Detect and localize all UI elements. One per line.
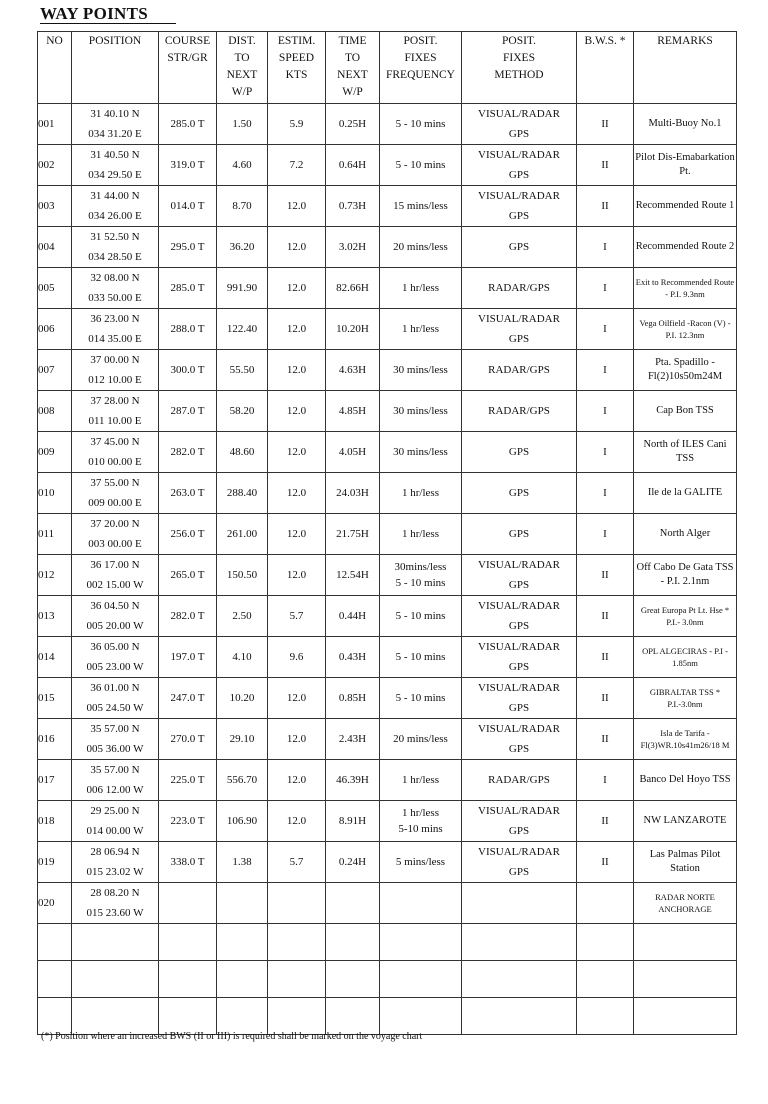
header-bws: B.W.S. * bbox=[577, 32, 634, 104]
time-cell: 0.25H bbox=[326, 104, 380, 145]
header-dist: DIST. TO NEXT W/P bbox=[217, 32, 268, 104]
course-cell: 256.0 T bbox=[159, 514, 217, 555]
speed-cell: 12.0 bbox=[268, 473, 326, 514]
speed-cell: 12.0 bbox=[268, 268, 326, 309]
waypoint-number: 004 bbox=[38, 227, 72, 268]
bws-cell: II bbox=[577, 104, 634, 145]
waypoint-position: 28 06.94 N 015 23.02 W bbox=[72, 842, 159, 883]
bws-cell: I bbox=[577, 227, 634, 268]
empty-cell bbox=[38, 961, 72, 998]
waypoint-number: 002 bbox=[38, 145, 72, 186]
time-cell: 0.85H bbox=[326, 678, 380, 719]
course-cell: 300.0 T bbox=[159, 350, 217, 391]
bws-cell: II bbox=[577, 555, 634, 596]
table-row bbox=[38, 760, 737, 801]
remarks-cell: Cap Bon TSS bbox=[634, 391, 737, 432]
waypoint-number: 006 bbox=[38, 309, 72, 350]
speed-cell: 5.7 bbox=[268, 596, 326, 637]
header-position: POSITION bbox=[72, 32, 159, 104]
course-cell: 223.0 T bbox=[159, 801, 217, 842]
fix-frequency-cell: 30 mins/less bbox=[380, 391, 462, 432]
speed-cell: 12.0 bbox=[268, 391, 326, 432]
course-cell: 282.0 T bbox=[159, 596, 217, 637]
course-cell: 197.0 T bbox=[159, 637, 217, 678]
remarks-cell: Ile de la GALITE bbox=[634, 473, 737, 514]
course-cell bbox=[159, 883, 217, 924]
fix-frequency-cell: 5 - 10 mins bbox=[380, 145, 462, 186]
fix-method-cell: VISUAL/RADAR GPS bbox=[462, 596, 577, 637]
fix-method-cell: VISUAL/RADAR GPS bbox=[462, 555, 577, 596]
time-cell: 24.03H bbox=[326, 473, 380, 514]
speed-cell: 12.0 bbox=[268, 186, 326, 227]
fix-frequency-cell bbox=[380, 883, 462, 924]
remarks-cell: North of ILES Cani TSS bbox=[634, 432, 737, 473]
waypoint-position: 37 20.00 N 003 00.00 E bbox=[72, 514, 159, 555]
bws-cell: I bbox=[577, 268, 634, 309]
bws-cell: I bbox=[577, 432, 634, 473]
waypoint-position: 31 40.50 N 034 29.50 E bbox=[72, 145, 159, 186]
fix-method-cell: GPS bbox=[462, 432, 577, 473]
waypoints-table bbox=[37, 31, 737, 1035]
remarks-cell: Las Palmas Pilot Station bbox=[634, 842, 737, 883]
table-row bbox=[38, 350, 737, 391]
fix-frequency-cell: 1 hr/less bbox=[380, 473, 462, 514]
fix-method-cell: RADAR/GPS bbox=[462, 268, 577, 309]
time-cell: 4.85H bbox=[326, 391, 380, 432]
speed-cell: 7.2 bbox=[268, 145, 326, 186]
remarks-cell: Pta. Spadillo - Fl(2)10s50m24M bbox=[634, 350, 737, 391]
speed-cell: 12.0 bbox=[268, 760, 326, 801]
empty-row bbox=[38, 924, 737, 961]
fix-frequency-cell: 5 - 10 mins bbox=[380, 637, 462, 678]
fix-method-cell: RADAR/GPS bbox=[462, 350, 577, 391]
table-row bbox=[38, 473, 737, 514]
header-method: POSIT. FIXES METHOD bbox=[462, 32, 577, 104]
waypoint-position: 29 25.00 N 014 00.00 W bbox=[72, 801, 159, 842]
table-row bbox=[38, 678, 737, 719]
waypoint-number: 005 bbox=[38, 268, 72, 309]
bws-cell: II bbox=[577, 801, 634, 842]
empty-cell bbox=[326, 924, 380, 961]
empty-cell bbox=[217, 924, 268, 961]
table-row bbox=[38, 514, 737, 555]
waypoint-position: 37 45.00 N 010 00.00 E bbox=[72, 432, 159, 473]
course-cell: 287.0 T bbox=[159, 391, 217, 432]
fix-frequency-cell: 5 - 10 mins bbox=[380, 104, 462, 145]
fix-frequency-cell: 5 - 10 mins bbox=[380, 678, 462, 719]
waypoint-position: 36 23.00 N 014 35.00 E bbox=[72, 309, 159, 350]
table-row bbox=[38, 719, 737, 760]
fix-method-cell bbox=[462, 883, 577, 924]
empty-cell bbox=[72, 961, 159, 998]
distance-cell: 2.50 bbox=[217, 596, 268, 637]
time-cell: 12.54H bbox=[326, 555, 380, 596]
table-row bbox=[38, 801, 737, 842]
bws-cell bbox=[577, 883, 634, 924]
fix-frequency-cell: 20 mins/less bbox=[380, 719, 462, 760]
time-cell: 0.73H bbox=[326, 186, 380, 227]
title-underline bbox=[40, 23, 176, 24]
bws-cell: II bbox=[577, 637, 634, 678]
remarks-cell: RADAR NORTE ANCHORAGE bbox=[634, 883, 737, 924]
fix-method-cell: RADAR/GPS bbox=[462, 391, 577, 432]
bws-cell: I bbox=[577, 514, 634, 555]
course-cell: 263.0 T bbox=[159, 473, 217, 514]
bws-cell: II bbox=[577, 842, 634, 883]
fix-method-cell: VISUAL/RADAR GPS bbox=[462, 309, 577, 350]
empty-cell bbox=[72, 998, 159, 1035]
speed-cell: 12.0 bbox=[268, 309, 326, 350]
speed-cell: 9.6 bbox=[268, 637, 326, 678]
course-cell: 225.0 T bbox=[159, 760, 217, 801]
remarks-cell: NW LANZAROTE bbox=[634, 801, 737, 842]
distance-cell: 29.10 bbox=[217, 719, 268, 760]
time-cell: 21.75H bbox=[326, 514, 380, 555]
waypoint-number: 017 bbox=[38, 760, 72, 801]
distance-cell: 36.20 bbox=[217, 227, 268, 268]
waypoint-position: 35 57.00 N 006 12.00 W bbox=[72, 760, 159, 801]
fix-frequency-cell: 20 mins/less bbox=[380, 227, 462, 268]
distance-cell: 150.50 bbox=[217, 555, 268, 596]
course-cell: 014.0 T bbox=[159, 186, 217, 227]
course-cell: 247.0 T bbox=[159, 678, 217, 719]
waypoint-number: 018 bbox=[38, 801, 72, 842]
bws-cell: I bbox=[577, 350, 634, 391]
course-cell: 282.0 T bbox=[159, 432, 217, 473]
fix-method-cell: GPS bbox=[462, 473, 577, 514]
bws-cell: II bbox=[577, 596, 634, 637]
distance-cell: 122.40 bbox=[217, 309, 268, 350]
empty-cell bbox=[462, 924, 577, 961]
bws-cell: II bbox=[577, 186, 634, 227]
time-cell: 0.44H bbox=[326, 596, 380, 637]
distance-cell: 48.60 bbox=[217, 432, 268, 473]
bws-cell: II bbox=[577, 678, 634, 719]
distance-cell: 106.90 bbox=[217, 801, 268, 842]
remarks-cell: Off Cabo De Gata TSS - P.I. 2.1nm bbox=[634, 555, 737, 596]
remarks-cell: Recommended Route 1 bbox=[634, 186, 737, 227]
remarks-cell: GIBRALTAR TSS * P.I.-3.0nm bbox=[634, 678, 737, 719]
table-row bbox=[38, 555, 737, 596]
waypoint-position: 31 40.10 N 034 31.20 E bbox=[72, 104, 159, 145]
footnote: (*) Position where an increased BWS (II or III) is required shall be marked on the voyage chart bbox=[41, 1031, 423, 1042]
waypoint-number: 001 bbox=[38, 104, 72, 145]
fix-method-cell: GPS bbox=[462, 227, 577, 268]
table-row bbox=[38, 842, 737, 883]
waypoint-number: 007 bbox=[38, 350, 72, 391]
waypoint-position: 37 00.00 N 012 10.00 E bbox=[72, 350, 159, 391]
waypoint-number: 009 bbox=[38, 432, 72, 473]
waypoint-position: 31 44.00 N 034 26.00 E bbox=[72, 186, 159, 227]
remarks-cell: Banco Del Hoyo TSS bbox=[634, 760, 737, 801]
table-row bbox=[38, 637, 737, 678]
waypoint-position: 35 57.00 N 005 36.00 W bbox=[72, 719, 159, 760]
empty-cell bbox=[38, 924, 72, 961]
waypoint-position: 36 05.00 N 005 23.00 W bbox=[72, 637, 159, 678]
header-remarks: REMARKS bbox=[634, 32, 737, 104]
bws-cell: II bbox=[577, 719, 634, 760]
remarks-cell: Great Europa Pt Lt. Hse * P.I.- 3.0nm bbox=[634, 596, 737, 637]
waypoint-number: 020 bbox=[38, 883, 72, 924]
header-course: COURSE STR/GR bbox=[159, 32, 217, 104]
table-row bbox=[38, 391, 737, 432]
speed-cell: 12.0 bbox=[268, 514, 326, 555]
remarks-cell: Pilot Dis-Emabarkation Pt. bbox=[634, 145, 737, 186]
empty-cell bbox=[577, 961, 634, 998]
fix-method-cell: VISUAL/RADAR GPS bbox=[462, 678, 577, 719]
remarks-cell: Recommended Route 2 bbox=[634, 227, 737, 268]
fix-method-cell: RADAR/GPS bbox=[462, 760, 577, 801]
distance-cell bbox=[217, 883, 268, 924]
empty-cell bbox=[634, 998, 737, 1035]
speed-cell: 12.0 bbox=[268, 719, 326, 760]
empty-cell bbox=[268, 998, 326, 1035]
course-cell: 338.0 T bbox=[159, 842, 217, 883]
empty-cell bbox=[380, 961, 462, 998]
table-body bbox=[38, 104, 737, 1035]
fix-method-cell: VISUAL/RADAR GPS bbox=[462, 842, 577, 883]
empty-cell bbox=[268, 924, 326, 961]
empty-cell bbox=[268, 961, 326, 998]
time-cell bbox=[326, 883, 380, 924]
empty-cell bbox=[634, 961, 737, 998]
fix-method-cell: VISUAL/RADAR GPS bbox=[462, 145, 577, 186]
fix-method-cell: VISUAL/RADAR GPS bbox=[462, 801, 577, 842]
page-title: WAY POINTS bbox=[40, 4, 149, 23]
empty-cell bbox=[159, 998, 217, 1035]
header-time: TIME TO NEXT W/P bbox=[326, 32, 380, 104]
empty-cell bbox=[380, 998, 462, 1035]
waypoint-position: 37 55.00 N 009 00.00 E bbox=[72, 473, 159, 514]
distance-cell: 261.00 bbox=[217, 514, 268, 555]
empty-cell bbox=[577, 924, 634, 961]
distance-cell: 556.70 bbox=[217, 760, 268, 801]
table-row bbox=[38, 883, 737, 924]
empty-cell bbox=[159, 924, 217, 961]
fix-method-cell: GPS bbox=[462, 514, 577, 555]
time-cell: 46.39H bbox=[326, 760, 380, 801]
waypoint-position: 36 01.00 N 005 24.50 W bbox=[72, 678, 159, 719]
empty-cell bbox=[462, 998, 577, 1035]
speed-cell bbox=[268, 883, 326, 924]
course-cell: 319.0 T bbox=[159, 145, 217, 186]
table-row bbox=[38, 268, 737, 309]
fix-method-cell: VISUAL/RADAR GPS bbox=[462, 719, 577, 760]
remarks-cell: Exit to Recommended Route - P.I. 9.3nm bbox=[634, 268, 737, 309]
speed-cell: 12.0 bbox=[268, 432, 326, 473]
distance-cell: 991.90 bbox=[217, 268, 268, 309]
course-cell: 295.0 T bbox=[159, 227, 217, 268]
course-cell: 288.0 T bbox=[159, 309, 217, 350]
time-cell: 0.64H bbox=[326, 145, 380, 186]
fix-frequency-cell: 1 hr/less bbox=[380, 309, 462, 350]
fix-frequency-cell: 30mins/less 5 - 10 mins bbox=[380, 555, 462, 596]
distance-cell: 1.38 bbox=[217, 842, 268, 883]
empty-cell bbox=[326, 998, 380, 1035]
waypoint-number: 008 bbox=[38, 391, 72, 432]
empty-cell bbox=[577, 998, 634, 1035]
speed-cell: 5.9 bbox=[268, 104, 326, 145]
course-cell: 270.0 T bbox=[159, 719, 217, 760]
waypoint-number: 010 bbox=[38, 473, 72, 514]
remarks-cell: Isla de Tarifa - Fl(3)WR.10s41m26/18 M bbox=[634, 719, 737, 760]
empty-row bbox=[38, 998, 737, 1035]
speed-cell: 5.7 bbox=[268, 842, 326, 883]
fix-method-cell: VISUAL/RADAR GPS bbox=[462, 637, 577, 678]
header-freq: POSIT. FIXES FREQUENCY bbox=[380, 32, 462, 104]
fix-frequency-cell: 1 hr/less bbox=[380, 760, 462, 801]
empty-cell bbox=[159, 961, 217, 998]
bws-cell: I bbox=[577, 473, 634, 514]
fix-frequency-cell: 30 mins/less bbox=[380, 350, 462, 391]
remarks-cell: Vega Oilfield -Racon (V) - P.I. 12.3nm bbox=[634, 309, 737, 350]
waypoint-number: 013 bbox=[38, 596, 72, 637]
speed-cell: 12.0 bbox=[268, 555, 326, 596]
table-row bbox=[38, 145, 737, 186]
header-speed: ESTIM. SPEED KTS bbox=[268, 32, 326, 104]
course-cell: 285.0 T bbox=[159, 268, 217, 309]
waypoint-position: 31 52.50 N 034 28.50 E bbox=[72, 227, 159, 268]
header-no: NO bbox=[38, 32, 72, 104]
bws-cell: II bbox=[577, 145, 634, 186]
waypoint-position: 37 28.00 N 011 10.00 E bbox=[72, 391, 159, 432]
distance-cell: 55.50 bbox=[217, 350, 268, 391]
waypoint-number: 015 bbox=[38, 678, 72, 719]
waypoint-number: 011 bbox=[38, 514, 72, 555]
distance-cell: 288.40 bbox=[217, 473, 268, 514]
time-cell: 10.20H bbox=[326, 309, 380, 350]
waypoint-number: 019 bbox=[38, 842, 72, 883]
course-cell: 285.0 T bbox=[159, 104, 217, 145]
waypoint-position: 36 17.00 N 002 15.00 W bbox=[72, 555, 159, 596]
table-row bbox=[38, 227, 737, 268]
waypoint-number: 003 bbox=[38, 186, 72, 227]
distance-cell: 4.10 bbox=[217, 637, 268, 678]
time-cell: 82.66H bbox=[326, 268, 380, 309]
table-row bbox=[38, 596, 737, 637]
bws-cell: I bbox=[577, 309, 634, 350]
waypoint-number: 012 bbox=[38, 555, 72, 596]
empty-cell bbox=[217, 998, 268, 1035]
table-row bbox=[38, 186, 737, 227]
table-header-row bbox=[38, 32, 737, 104]
empty-cell bbox=[326, 961, 380, 998]
speed-cell: 12.0 bbox=[268, 678, 326, 719]
speed-cell: 12.0 bbox=[268, 227, 326, 268]
fix-frequency-cell: 1 hr/less bbox=[380, 268, 462, 309]
empty-cell bbox=[38, 998, 72, 1035]
course-cell: 265.0 T bbox=[159, 555, 217, 596]
fix-frequency-cell: 5 mins/less bbox=[380, 842, 462, 883]
empty-row bbox=[38, 961, 737, 998]
speed-cell: 12.0 bbox=[268, 801, 326, 842]
fix-method-cell: VISUAL/RADAR GPS bbox=[462, 104, 577, 145]
fix-frequency-cell: 30 mins/less bbox=[380, 432, 462, 473]
time-cell: 3.02H bbox=[326, 227, 380, 268]
time-cell: 4.05H bbox=[326, 432, 380, 473]
waypoint-position: 28 08.20 N 015 23.60 W bbox=[72, 883, 159, 924]
fix-frequency-cell: 15 mins/less bbox=[380, 186, 462, 227]
fix-frequency-cell: 5 - 10 mins bbox=[380, 596, 462, 637]
waypoint-position: 32 08.00 N 033 50.00 E bbox=[72, 268, 159, 309]
remarks-cell: North Alger bbox=[634, 514, 737, 555]
fix-frequency-cell: 1 hr/less 5-10 mins bbox=[380, 801, 462, 842]
fix-method-cell: VISUAL/RADAR GPS bbox=[462, 186, 577, 227]
distance-cell: 10.20 bbox=[217, 678, 268, 719]
time-cell: 8.91H bbox=[326, 801, 380, 842]
bws-cell: I bbox=[577, 391, 634, 432]
table-row bbox=[38, 432, 737, 473]
fix-frequency-cell: 1 hr/less bbox=[380, 514, 462, 555]
waypoint-number: 014 bbox=[38, 637, 72, 678]
table-row bbox=[38, 104, 737, 145]
time-cell: 0.43H bbox=[326, 637, 380, 678]
distance-cell: 8.70 bbox=[217, 186, 268, 227]
empty-cell bbox=[217, 961, 268, 998]
empty-cell bbox=[462, 961, 577, 998]
empty-cell bbox=[72, 924, 159, 961]
time-cell: 4.63H bbox=[326, 350, 380, 391]
empty-cell bbox=[380, 924, 462, 961]
bws-cell: I bbox=[577, 760, 634, 801]
empty-cell bbox=[634, 924, 737, 961]
remarks-cell: OPL ALGECIRAS - P.I - 1.85nm bbox=[634, 637, 737, 678]
time-cell: 0.24H bbox=[326, 842, 380, 883]
distance-cell: 4.60 bbox=[217, 145, 268, 186]
speed-cell: 12.0 bbox=[268, 350, 326, 391]
table-row bbox=[38, 309, 737, 350]
distance-cell: 1.50 bbox=[217, 104, 268, 145]
distance-cell: 58.20 bbox=[217, 391, 268, 432]
time-cell: 2.43H bbox=[326, 719, 380, 760]
waypoint-position: 36 04.50 N 005 20.00 W bbox=[72, 596, 159, 637]
waypoint-number: 016 bbox=[38, 719, 72, 760]
remarks-cell: Multi-Buoy No.1 bbox=[634, 104, 737, 145]
